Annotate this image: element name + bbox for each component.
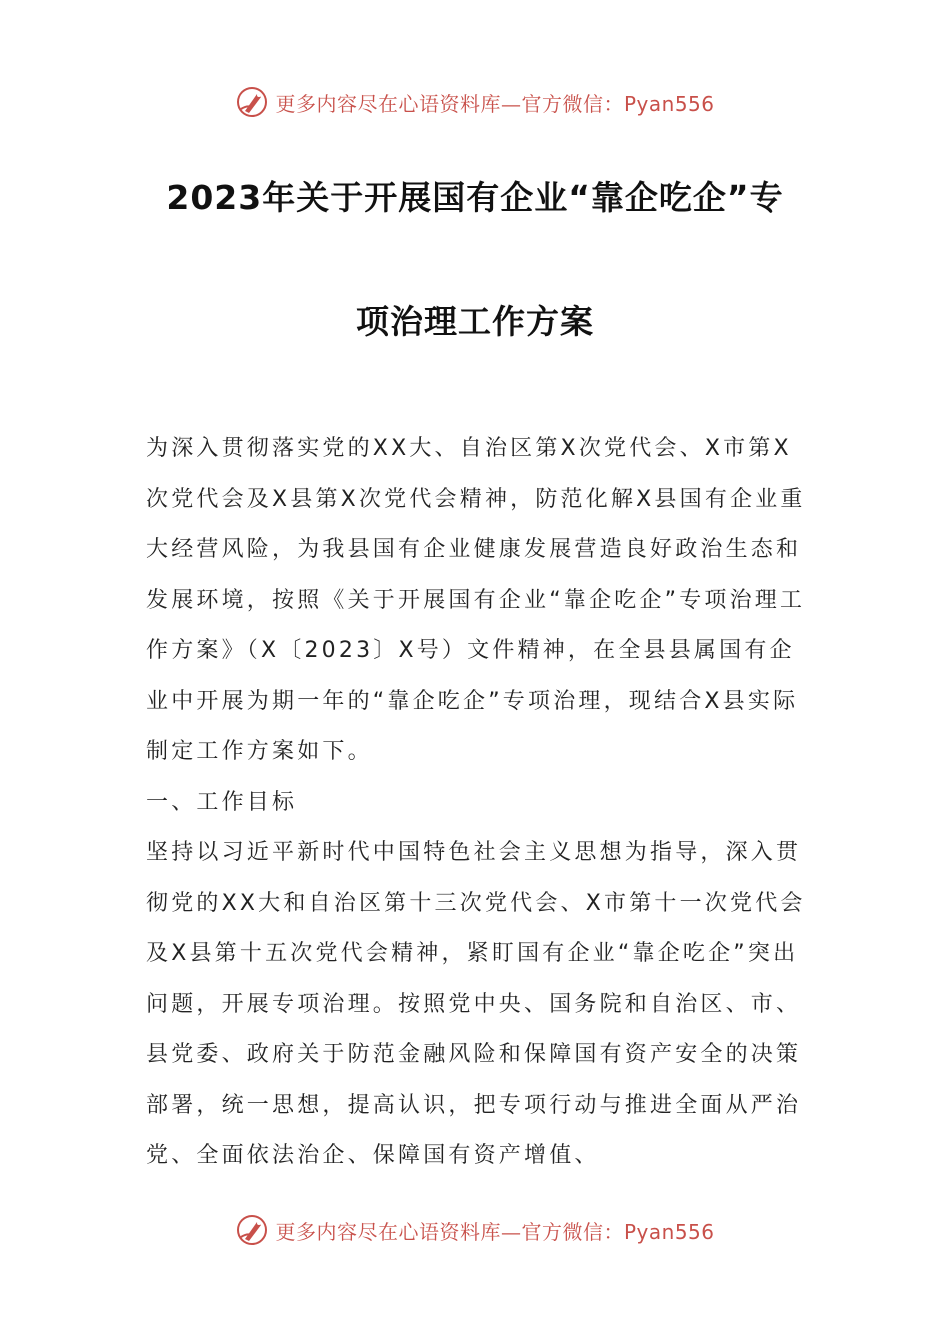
watermark-text: 更多内容尽在心语资料库—官方微信：Pyan556 (275, 91, 715, 116)
document-title-line-1: 2023年关于开展国有企业“靠企吃企”专 (166, 178, 784, 217)
document-title-line-2: 项治理工作方案 (356, 302, 594, 341)
wechat-id: Pyan556 (623, 91, 715, 116)
pen-nib-icon (235, 1213, 269, 1247)
pen-nib-icon (235, 85, 269, 119)
watermark-footer (0, 1210, 950, 1250)
section-heading-work-goals: 一、工作目标 (146, 789, 298, 815)
document-body (146, 424, 810, 1182)
wechat-id: Pyan556 (623, 1219, 715, 1244)
watermark-text: 更多内容尽在心语资料库—官方微信：Pyan556 (275, 1219, 715, 1244)
paragraph-intro: 为深入贯彻落实党的XX大、自治区第X次党代会、X市第X次党代会及X县第X次党代会精神，防范化解X县国有企业重大经营风险，为我县国有企业健康发展营造良好政治生态和发展环境，按照《关于开展国有企业“靠企吃企”专项治理工作方案》（X〔2023〕X号）文件精神，在全县县属国有企业中开展为期一年的“靠企吃企”专项治理，现结合X县实际制定工作方案如下。 (146, 436, 806, 764)
watermark-header (0, 82, 950, 122)
paragraph-work-goals: 坚持以习近平新时代中国特色社会主义思想为指导，深入贯彻党的XX大和自治区第十三次党代会、X市第十一次党代会及X县第十五次党代会精神，紧盯国有企业“靠企吃企”突出问题，开展专项治理。按照党中央、国务院和自治区、市、县党委、政府关于防范金融风险和保障国有资产安全的决策部署，统一思想，提高认识，把专项行动与推进全面从严治党、全面依法治企、保障国有资产增值、 (146, 840, 806, 1168)
